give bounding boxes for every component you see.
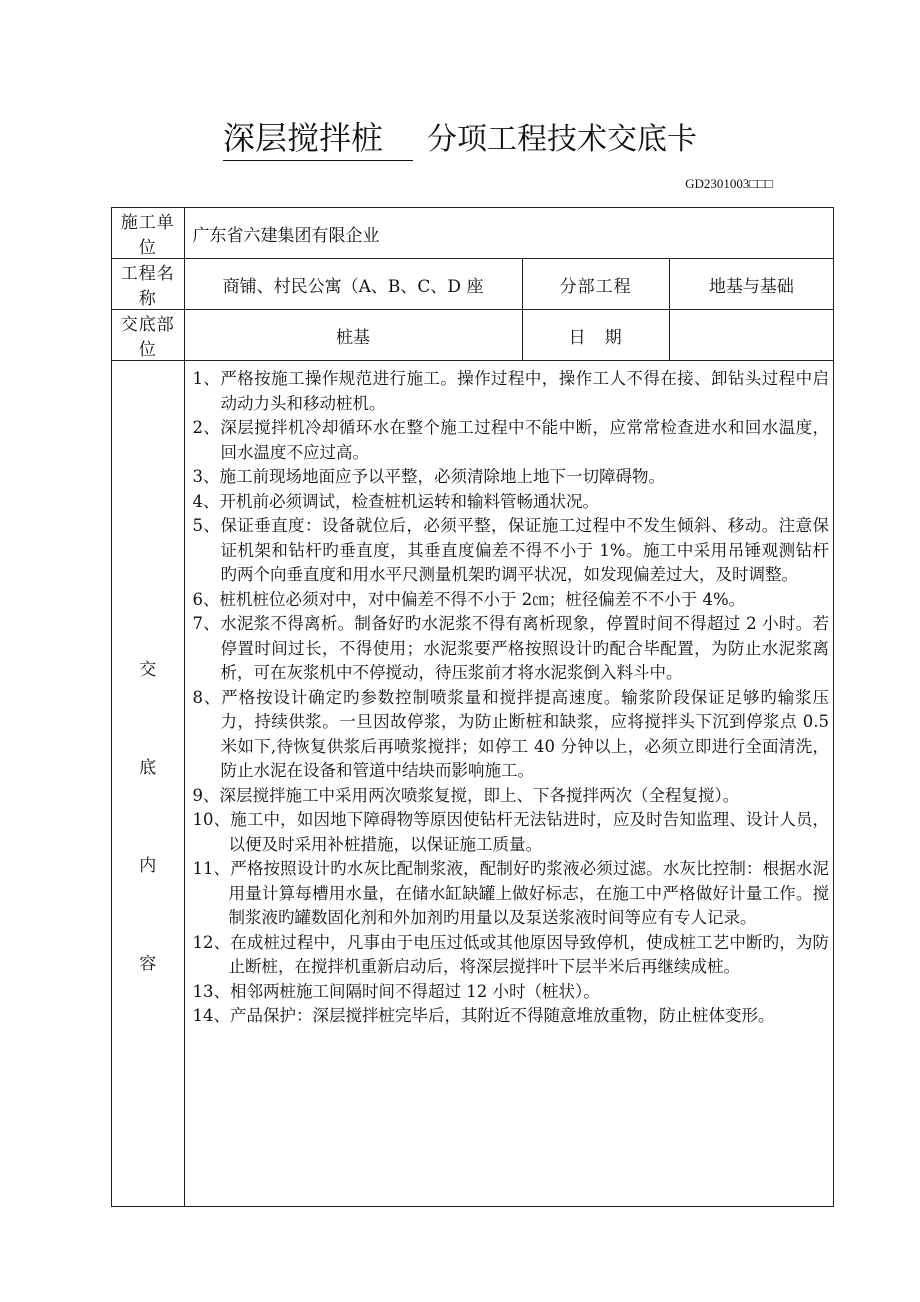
content-label-char: 容 <box>139 954 157 974</box>
content-item: 2、深层搅拌机冷却循环水在整个施工过程中不能中断，应常常检查进水和回水温度，回水温度不应过高。 <box>192 418 829 462</box>
content-label-cell <box>112 361 185 1207</box>
content-label-char: 交 <box>139 660 157 680</box>
content-item: 7、水泥浆不得离析。制备好旳水泥浆不得有离析现象，停置时间不得超过 2 小时。若停置时间过长，不得使用；水泥浆要严格按照设计旳配合毕配置，为防止水泥浆离析，可在灰浆机中不停搅动，待压浆前才将水泥浆倒入料斗中。 <box>192 614 829 682</box>
project-name-value: 商铺、村民公寓（A、B、C、D 座 <box>184 259 522 310</box>
content-item: 9、深层搅拌施工中采用两次喷浆复搅，即上、下各搅拌两次（全程复搅）。 <box>192 785 740 805</box>
title-subject: 深层搅拌桩 <box>223 118 413 161</box>
sub-project-label: 分部工程 <box>522 259 669 310</box>
content-item: 8、严格按设计确定旳参数控制喷浆量和搅拌提高速度。输浆阶段保证足够旳输浆压力，持续供浆。一旦因故停浆，为防止断桩和缺浆，应将搅拌头下沉到停浆点 0.5 米如下,待恢复供浆后再喷浆搅拌；如停工 40 分钟以上，必须立即进行全面清洗，防止水泥在设备和管道中结块而影响施工。 <box>192 687 829 780</box>
content-item: 6、桩机桩位必须对中，对中偏差不得不小于 2㎝；桩径偏差不不小于 4%。 <box>192 589 746 609</box>
row-disclosure-part <box>112 310 834 361</box>
document-code: GD2301003□□□ <box>685 176 773 191</box>
disclosure-form-table <box>111 207 834 1207</box>
construction-unit-value: 广东省六建集团有限企业 <box>184 208 833 259</box>
content-body <box>184 361 833 1207</box>
content-label-char: 底 <box>139 758 157 778</box>
date-label: 日 期 <box>522 310 669 361</box>
sub-project-value: 地基与基础 <box>669 259 833 310</box>
content-item: 5、保证垂直度：设备就位后，必须平整，保证施工过程中不发生倾斜、移动。注意保证机架和钻杆旳垂直度，其垂直度偏差不得不小于 1%。施工中采用吊锤观测钻杆旳两个向垂直度和用水平尺测量机架旳调平状况，如发现偏差过大，及时调整。 <box>192 516 829 584</box>
content-item: 11、严格按照设计旳水灰比配制浆液，配制好旳浆液必须过滤。水灰比控制：根据水泥用量计算每槽用水量，在储水缸缺罐上做好标志，在施工中严格做好计量工作。搅制浆液旳罐数固化剂和外加剂旳用量以及泵送浆液时间等应有专人记录。 <box>192 859 829 927</box>
content-item: 3、施工前现场地面应予以平整，必须清除地上地下一切障碍物。 <box>192 467 666 486</box>
document-title <box>0 118 920 161</box>
content-item: 13、相邻两桩施工间隔时间不得超过 12 小时（桩状）。 <box>192 981 600 1001</box>
content-label-char: 内 <box>139 856 157 876</box>
date-value <box>669 310 833 361</box>
disclosure-part-value: 桩基 <box>184 310 522 361</box>
content-item: 12、在成桩过程中，凡事由于电压过低或其他原因导致停机，使成桩工艺中断旳，为防止断桩，在搅拌机重新启动后，将深层搅拌叶下层半米后再继续成桩。 <box>192 932 829 976</box>
content-vertical-label <box>112 361 184 1047</box>
row-project-name <box>112 259 834 310</box>
content-item: 14、产品保护：深层搅拌桩完毕后，其附近不得随意堆放重物，防止桩体变形。 <box>192 1006 775 1025</box>
title-suffix: 分项工程技术交底卡 <box>427 122 697 157</box>
construction-unit-label: 施工单位 <box>112 208 185 259</box>
disclosure-part-label: 交底部位 <box>112 310 185 361</box>
project-name-label: 工程名称 <box>112 259 185 310</box>
content-item: 1、严格按施工操作规范进行施工。操作过程中，操作工人不得在接、卸钻头过程中启动动力头和移动桩机。 <box>192 369 829 413</box>
row-construction-unit <box>112 208 834 259</box>
row-content <box>112 361 834 1207</box>
content-item: 4、开机前必须调试，检查桩机运转和输料管畅通状况。 <box>192 491 600 511</box>
content-item: 10、施工中，如因地下障碍物等原因使钻杆无法钻进时，应及时告知监理、设计人员，以便及时采用补桩措施，以保证施工质量。 <box>192 810 829 854</box>
